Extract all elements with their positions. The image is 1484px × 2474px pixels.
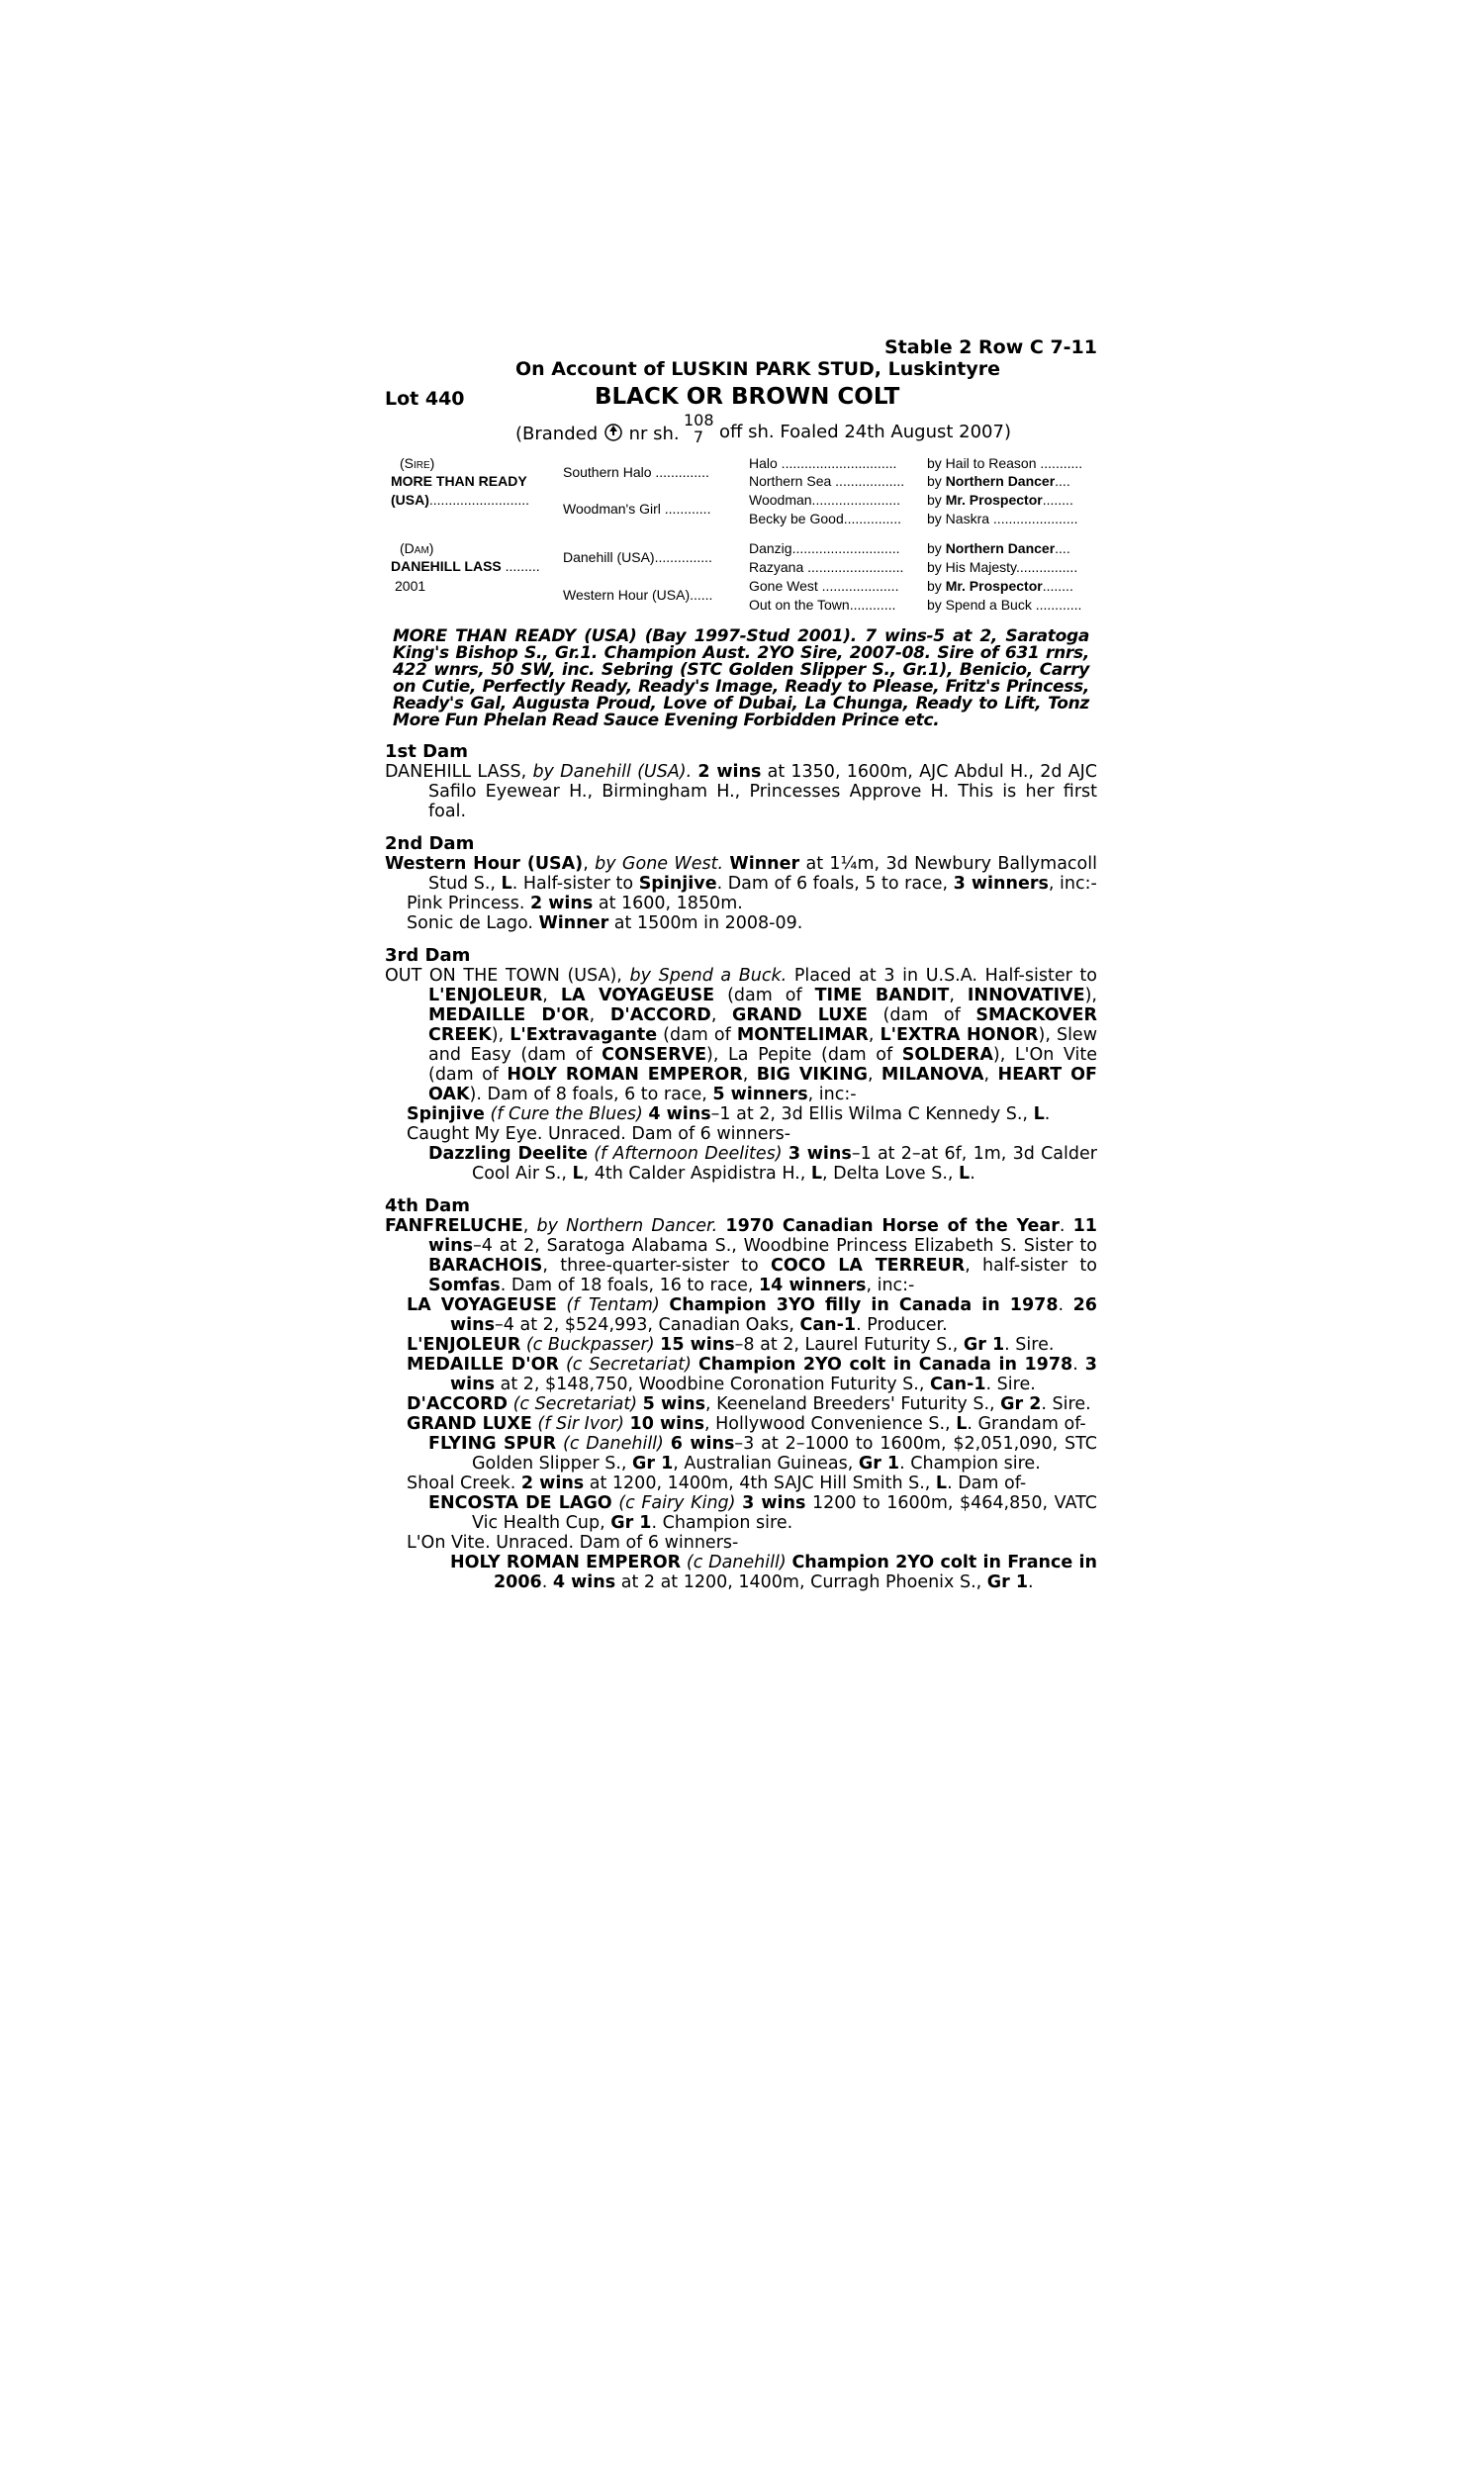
first-dam-heading: 1st Dam — [385, 741, 468, 762]
dam-sire: Danehill (USA)............... — [563, 549, 712, 565]
ped-g7: Gone West .................... — [749, 578, 899, 594]
text-run: , — [742, 1065, 757, 1085]
text-run: Gr 1 — [963, 1335, 1005, 1355]
produce-dazzling-deelite — [385, 1144, 1097, 1184]
text-run: L'ENJOLEUR — [428, 986, 543, 1005]
text-run: , Keeneland Breeders' Futurity S., — [704, 1394, 1001, 1414]
brand-number-top: 108 — [684, 411, 714, 429]
text-run: 5 winners — [712, 1085, 808, 1104]
text-run: . — [1044, 1104, 1051, 1124]
text-run: Winner — [538, 913, 609, 933]
fourth-dam-text — [385, 1216, 1097, 1295]
produce-flying-spur — [385, 1434, 1097, 1474]
text-run: by Gone West. — [595, 854, 724, 874]
brand-line — [385, 411, 1097, 447]
produce-sonic-de-lago — [385, 913, 1097, 933]
sire-dam: Woodman's Girl ............ — [563, 501, 711, 517]
produce-caught-my-eye: Caught My Eye. Unraced. Dam of 6 winners- — [407, 1124, 791, 1144]
produce-grand-luxe — [385, 1414, 1097, 1434]
text-run: CONSERVE — [602, 1045, 707, 1065]
text-run: Shoal Creek. — [407, 1474, 521, 1493]
text-run: Pink Princess. — [407, 894, 530, 913]
text-run: at 2 at 1200, 1400m, Curragh Phoenix S., — [615, 1572, 987, 1592]
text-run: (f Afternoon Deelites) — [587, 1144, 783, 1164]
text-run: . — [1059, 1216, 1073, 1236]
text-run: (c Buckpasser) — [520, 1335, 655, 1355]
text-run: Gr 1 — [986, 1572, 1029, 1592]
text-run: ), — [1084, 986, 1097, 1005]
first-dam-text — [385, 762, 1097, 821]
third-dam-heading: 3rd Dam — [385, 945, 471, 966]
text-run: ), Slew and Easy (dam of — [428, 1025, 1098, 1065]
dam-label: (Dam) — [400, 540, 434, 556]
brand-mid: nr sh. — [628, 424, 680, 444]
text-run: , Australian Guineas, — [673, 1454, 859, 1474]
text-run: Spinjive — [638, 874, 717, 894]
text-run: (f Cure the Blues) — [484, 1104, 643, 1124]
dam-dots: ......... — [501, 558, 540, 574]
text-run: 2 wins — [697, 762, 762, 782]
ped-g4: Becky be Good............... — [749, 511, 902, 526]
brand-number — [684, 412, 713, 445]
stable-location: Stable 2 Row C 7-11 — [884, 336, 1097, 358]
text-run: 2 wins — [520, 1474, 585, 1493]
text-run: L'EXTRA HONOR — [880, 1025, 1039, 1045]
ped-g5: Danzig............................ — [749, 540, 900, 556]
produce-lon-vite: L'On Vite. Unraced. Dam of 6 winners- — [407, 1533, 739, 1553]
text-run: . Dam of 6 foals, 5 to race, — [716, 874, 954, 894]
ped-gg1: by Hail to Reason ........... — [927, 455, 1083, 471]
text-run: 6 wins — [670, 1434, 735, 1454]
text-run: , — [583, 854, 596, 874]
text-run: FANFRELUCHE — [385, 1216, 523, 1236]
produce-medaille-dor — [385, 1355, 1097, 1394]
text-run: Champion 2YO colt in Canada in 1978 — [697, 1355, 1073, 1375]
text-run: –4 at 2, $524,993, Canadian Oaks, — [495, 1315, 800, 1335]
dam-dam: Western Hour (USA)...... — [563, 587, 713, 603]
second-dam-text — [385, 854, 1097, 894]
text-run: . — [1028, 1572, 1034, 1592]
vendor-account: On Account of LUSKIN PARK STUD, Luskintyre — [515, 358, 1000, 380]
text-run: , inc:- — [866, 1276, 915, 1295]
text-run: Gr 1 — [858, 1454, 900, 1474]
text-run: at 1500m in 2008-09. — [608, 913, 803, 933]
ped-gg3-post: ........ — [1042, 492, 1073, 508]
text-run: 4 wins — [648, 1104, 711, 1124]
text-run: Gr 2 — [1000, 1394, 1042, 1414]
ped-gg7-post: ........ — [1042, 578, 1073, 594]
text-run: MILANOVA — [881, 1065, 984, 1085]
lot-line — [385, 384, 1097, 414]
text-run: 2 wins — [529, 894, 594, 913]
produce-encosta-de-lago — [385, 1493, 1097, 1533]
text-run: –8 at 2, Laurel Futurity S., — [734, 1335, 964, 1355]
text-run: . Sire. — [1004, 1335, 1055, 1355]
text-run: D'ACCORD — [407, 1394, 508, 1414]
text-run: . Dam of- — [947, 1474, 1027, 1493]
text-run: MEDAILLE D'OR — [407, 1355, 559, 1375]
text-run: . Champion sire. — [899, 1454, 1041, 1474]
text-run: TIME BANDIT — [814, 986, 950, 1005]
dam-name-line — [391, 558, 540, 574]
text-run: GRAND LUXE — [732, 1005, 868, 1025]
text-run: . — [1072, 1355, 1085, 1375]
text-run: , — [710, 1005, 733, 1025]
text-run: L — [501, 874, 512, 894]
third-dam-text — [385, 966, 1097, 1104]
ped-g8: Out on the Town............ — [749, 597, 896, 613]
text-run: 26 wins — [450, 1295, 1097, 1335]
text-run: 3 wins — [450, 1355, 1097, 1394]
text-run: Gr 1 — [610, 1513, 652, 1533]
text-run: (dam of — [657, 1025, 737, 1045]
text-run — [664, 1434, 671, 1454]
text-run: by Danehill (USA). — [532, 762, 693, 782]
text-run: BARACHOIS — [428, 1256, 543, 1276]
produce-daccord — [385, 1394, 1097, 1414]
text-run: (f Tentam) — [556, 1295, 660, 1315]
text-run: . Half-sister to — [511, 874, 639, 894]
catalogue-page — [385, 336, 1097, 1592]
text-run: GRAND LUXE — [407, 1414, 532, 1434]
dam-name: DANEHILL LASS — [391, 558, 502, 574]
first-dam-section — [385, 741, 1097, 821]
text-run: Champion 3YO filly in Canada in 1978 — [669, 1295, 1059, 1315]
text-run: L — [572, 1164, 584, 1184]
text-run: Sonic de Lago. — [407, 913, 539, 933]
text-run: L'ENJOLEUR — [407, 1335, 521, 1355]
text-run: , 4th Calder Aspidistra H., — [583, 1164, 811, 1184]
text-run: FLYING SPUR — [428, 1434, 557, 1454]
text-run: Placed at 3 in U.S.A. Half-sister to — [787, 966, 1097, 986]
ped-gg8: by Spend a Buck ............ — [927, 597, 1082, 613]
text-run: at 1200, 1400m, 4th SAJC Hill Smith S., — [584, 1474, 936, 1493]
text-run: 1200 to 1600m, $464,850, VATC Vic Health Cup, — [472, 1493, 1098, 1533]
text-run: L — [810, 1164, 823, 1184]
ped-gg4: by Naskra ...................... — [927, 511, 1078, 526]
second-dam-section — [385, 833, 1097, 933]
text-run: ), La Pepite (dam of — [706, 1045, 902, 1065]
text-run: 3 wins — [788, 1144, 852, 1164]
text-run: Spinjive — [407, 1104, 485, 1124]
ped-gg2-post: .... — [1055, 473, 1070, 489]
text-run: . Sire. — [1041, 1394, 1091, 1414]
sire-name: MORE THAN READY — [391, 473, 527, 489]
text-run — [660, 1295, 670, 1315]
text-run: 11 wins — [428, 1216, 1097, 1256]
text-run: , — [949, 986, 968, 1005]
text-run: . Grandam of- — [967, 1414, 1086, 1434]
text-run: . — [1058, 1295, 1073, 1315]
text-run: SOLDERA — [901, 1045, 993, 1065]
text-run: HEART OF OAK — [428, 1065, 1097, 1104]
sire-dots: .......................... — [428, 492, 530, 508]
sire-sire: Southern Halo .............. — [563, 464, 709, 480]
brand-mark-icon — [603, 422, 623, 441]
text-run: ), L'On Vite (dam of — [428, 1045, 1097, 1085]
text-run: L — [935, 1474, 948, 1493]
ped-gg7 — [927, 578, 1073, 594]
text-run: L'Extravagante — [510, 1025, 658, 1045]
brand-prefix: (Branded — [515, 424, 599, 444]
text-run: 14 winners — [759, 1276, 867, 1295]
text-run: , — [542, 986, 561, 1005]
foaling-info: off sh. Foaled 24th August 2007) — [719, 422, 1011, 442]
text-run: at 2, $148,750, Woodbine Coronation Futurity S., — [495, 1375, 930, 1394]
brand-number-bottom: 7 — [693, 428, 704, 446]
ped-g2: Northern Sea .................. — [749, 473, 905, 489]
text-run: by Spend a Buck. — [629, 966, 788, 986]
text-run: at 1350, 1600m, AJC Abdul H., 2d AJC Safilo Eyewear H., Birmingham H., Princesses Approve H. This is her first foal. — [428, 762, 1098, 821]
ped-gg6: by His Majesty................ — [927, 559, 1078, 575]
text-run: . — [541, 1572, 553, 1592]
ped-gg7-bold: Mr. Prospector — [945, 578, 1043, 594]
text-run: . Dam of 18 foals, 16 to race, — [500, 1276, 759, 1295]
ped-gg3 — [927, 492, 1073, 508]
text-run: (c Secretariat) — [508, 1394, 638, 1414]
produce-holy-roman-emperor — [385, 1553, 1097, 1592]
text-run: , Delta Love S., — [822, 1164, 960, 1184]
text-run: SMACKOVER CREEK — [428, 1005, 1097, 1045]
text-run: COCO LA TERREUR — [771, 1256, 966, 1276]
text-run: (dam of — [867, 1005, 976, 1025]
ped-g6: Razyana ......................... — [749, 559, 904, 575]
ped-gg2-bold: Northern Dancer — [945, 473, 1056, 489]
produce-pink-princess — [385, 894, 1097, 913]
text-run: 3 winners — [953, 874, 1049, 894]
sire-country: (USA) — [391, 492, 429, 508]
sire-label: (Sire) — [400, 455, 435, 471]
text-run: ), — [491, 1025, 510, 1045]
text-run: . — [970, 1164, 975, 1184]
text-run: Western Hour (USA) — [385, 854, 584, 874]
text-run: . Producer. — [856, 1315, 948, 1335]
text-run — [692, 1355, 698, 1375]
text-run: , — [522, 1216, 537, 1236]
text-run: BIG VIKING — [756, 1065, 868, 1085]
third-dam-section — [385, 945, 1097, 1184]
text-run: L — [956, 1414, 968, 1434]
pedigree-table — [385, 455, 1097, 618]
text-run: Somfas — [428, 1276, 501, 1295]
text-run: 3 wins — [742, 1493, 806, 1513]
ped-gg5-bold: Northern Dancer — [945, 540, 1056, 556]
text-run: at 1600, 1850m. — [593, 894, 743, 913]
text-run: , Hollywood Convenience S., — [704, 1414, 957, 1434]
ped-g3: Woodman....................... — [749, 492, 901, 508]
produce-la-voyageuse — [385, 1295, 1097, 1335]
ped-gg3-bold: Mr. Prospector — [945, 492, 1043, 508]
text-run: (dam of — [714, 986, 815, 1005]
ped-gg2 — [927, 473, 1070, 489]
produce-lenjoleur — [385, 1335, 1097, 1355]
text-run: (c Danehill) — [556, 1434, 664, 1454]
text-run: , half-sister to — [965, 1256, 1097, 1276]
text-run: Can-1 — [799, 1315, 857, 1335]
text-run: –1 at 2–at 6f, 1m, 3d Calder Cool Air S., — [472, 1144, 1097, 1184]
text-run: (c Secretariat) — [558, 1355, 692, 1375]
ped-g1: Halo .............................. — [749, 455, 897, 471]
text-run: –3 at 2–1000 to 1600m, $2,051,090, STC Golden Slipper S., — [472, 1434, 1098, 1474]
sire-summary: MORE THAN READY (USA) (Bay 1997-Stud 2001). 7 wins-5 at 2, Saratoga King's Bishop S., Gr.1. Champion Aust. 2YO Sire, 2007-08. Sire of 631 rnrs, 422 wnrs, 50 SW, inc. Sebring (STC Golden Slipper S., Gr.1), Benicio, Carry on Cutie, Perfectly Ready, Ready's Image, Ready to Please, Fritz's Princess, Ready's Gal, Augusta Proud, Love of Dubai, La Chunga, Ready to Lift, Tonz More Fun Phelan Read Sauce Evening Forbidden Prince etc. — [393, 626, 1089, 730]
text-run: HOLY ROMAN EMPEROR — [507, 1065, 743, 1085]
text-run: MONTELIMAR — [736, 1025, 869, 1045]
text-run: by Northern Dancer. — [536, 1216, 718, 1236]
text-run: , — [867, 1065, 881, 1085]
text-run: . Champion sire. — [651, 1513, 793, 1533]
text-run: 5 wins — [642, 1394, 705, 1414]
fourth-dam-heading: 4th Dam — [385, 1195, 471, 1216]
text-run: DANEHILL LASS, — [385, 762, 533, 782]
text-run: Gr 1 — [632, 1454, 674, 1474]
text-run: (c Danehill) — [681, 1553, 787, 1572]
horse-title: BLACK OR BROWN COLT — [595, 384, 900, 410]
text-run: , inc:- — [1048, 874, 1097, 894]
text-run: –1 at 2, 3d Ellis Wilma C Kennedy S., — [710, 1104, 1034, 1124]
text-run: , — [983, 1065, 998, 1085]
text-run: L — [1033, 1104, 1045, 1124]
text-run: (c Fairy King) — [611, 1493, 736, 1513]
lot-number: Lot 440 — [385, 388, 465, 410]
text-run: INNOVATIVE — [967, 986, 1085, 1005]
text-run: LA VOYAGEUSE — [407, 1295, 557, 1315]
text-run: , three-quarter-sister to — [542, 1256, 771, 1276]
brand-text-start — [515, 422, 680, 444]
text-run: (f Sir Ivor) — [531, 1414, 624, 1434]
text-run: ENCOSTA DE LAGO — [428, 1493, 612, 1513]
text-run: 4 wins — [552, 1572, 616, 1592]
text-run: –4 at 2, Saratoga Alabama S., Woodbine Princess Elizabeth S. Sister to — [473, 1236, 1097, 1256]
text-run: Can-1 — [929, 1375, 986, 1394]
text-run: ). Dam of 8 foals, 6 to race, — [469, 1085, 713, 1104]
ped-gg5-pre: by — [927, 540, 946, 556]
produce-spinjive — [385, 1104, 1097, 1124]
ped-gg2-pre: by — [927, 473, 946, 489]
text-run: . Sire. — [985, 1375, 1036, 1394]
text-run: 1970 Canadian Horse of the Year — [725, 1216, 1060, 1236]
text-run: LA VOYAGEUSE — [560, 986, 715, 1005]
ped-gg5 — [927, 540, 1070, 556]
produce-shoal-creek — [385, 1474, 1097, 1493]
text-run: OUT ON THE TOWN (USA), — [385, 966, 630, 986]
ped-gg5-post: .... — [1055, 540, 1070, 556]
text-run: Champion 2YO colt in France in 2006 — [494, 1553, 1097, 1592]
ped-gg7-pre: by — [927, 578, 946, 594]
text-run: , — [868, 1025, 881, 1045]
second-dam-heading: 2nd Dam — [385, 833, 475, 854]
text-run: , inc:- — [807, 1085, 857, 1104]
text-run: L — [959, 1164, 971, 1184]
dam-year: 2001 — [395, 578, 426, 594]
text-run: Dazzling Deelite — [428, 1144, 588, 1164]
text-run: Winner — [729, 854, 800, 874]
text-run: 10 wins — [629, 1414, 705, 1434]
text-run: , — [589, 1005, 610, 1025]
text-run: D'ACCORD — [609, 1005, 711, 1025]
text-run: at 1¼m, 3d Newbury Ballymacoll Stud S., — [428, 854, 1097, 894]
text-run: MEDAILLE D'OR — [428, 1005, 590, 1025]
text-run: 15 wins — [660, 1335, 735, 1355]
text-run: HOLY ROMAN EMPEROR — [450, 1553, 682, 1572]
fourth-dam-section — [385, 1195, 1097, 1592]
sire-country-line — [391, 492, 529, 508]
ped-gg3-pre: by — [927, 492, 946, 508]
